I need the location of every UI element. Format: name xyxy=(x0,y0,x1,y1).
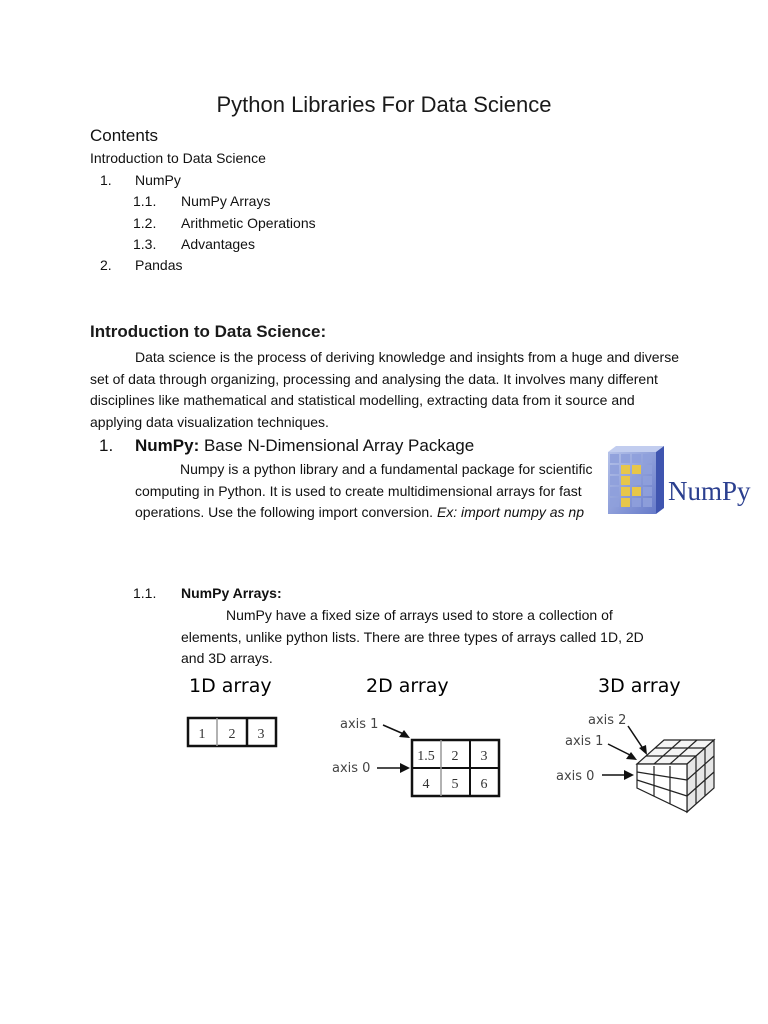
table-of-contents xyxy=(0,148,768,278)
axis-2-label: axis 2 xyxy=(588,713,627,728)
axis-2-arrow xyxy=(628,726,644,750)
intro-text: Data science is the process of deriving knowledge and insights from a huge and diverse set of data through organizing, processing and analysing the data. It involves many different disciplines like mathematical and statistical modelling, extracting data from it source and applying data visualization techniques. xyxy=(90,349,679,431)
numpy-arrays-heading: NumPy Arrays: xyxy=(181,585,282,601)
toc-number: 1. xyxy=(100,172,112,188)
toc-label: Introduction to Data Science xyxy=(90,150,266,166)
numpy-text: Numpy is a python library and a fundamental package for scientific computing in Python. It is used to create multidimensional arrays for fast operations. Use the following import conversion. xyxy=(135,461,593,520)
cell-2d: 1.5 xyxy=(417,749,435,764)
cell-1d: 2 xyxy=(228,727,236,742)
numpy-subtitle: Base N-Dimensional Array Package xyxy=(203,436,475,455)
toc-number: 1.2. xyxy=(133,215,157,231)
array-1d xyxy=(188,718,276,746)
array-figure xyxy=(180,668,740,818)
axis-1-arrow-3d xyxy=(608,744,632,756)
toc-item[interactable] xyxy=(100,255,183,276)
toc-number: 1.3. xyxy=(133,236,157,252)
arrow-icon xyxy=(399,730,410,738)
section-number: 1. xyxy=(99,436,114,455)
numpy-logo xyxy=(604,444,766,523)
axis-0-label: axis 0 xyxy=(332,761,371,776)
toc-item[interactable] xyxy=(90,148,266,169)
cell-2d: 2 xyxy=(451,749,459,764)
arrow-icon xyxy=(400,763,410,773)
subsection-number: 1.1. xyxy=(133,585,157,601)
axis-0-label-3d: axis 0 xyxy=(556,769,595,784)
toc-item[interactable] xyxy=(133,234,255,255)
cell-1d: 3 xyxy=(257,727,265,742)
toc-item[interactable] xyxy=(100,170,181,191)
numpy-heading xyxy=(135,436,474,456)
cell-2d: 6 xyxy=(480,777,488,792)
page-title: Python Libraries For Data Science xyxy=(216,92,552,117)
cell-2d: 4 xyxy=(422,777,430,792)
cell-2d: 3 xyxy=(480,749,488,764)
intro-heading: Introduction to Data Science: xyxy=(90,322,327,341)
toc-label: Arithmetic Operations xyxy=(181,215,316,231)
axis-1-label-3d: axis 1 xyxy=(565,734,604,749)
label-2d-array: 2D array xyxy=(366,675,449,697)
numpy-example: Ex: import numpy as np xyxy=(436,504,584,520)
cell-1d: 1 xyxy=(198,727,206,742)
numpy-cube-icon xyxy=(608,446,664,514)
array-2d xyxy=(332,717,499,796)
toc-number: 2. xyxy=(100,257,112,273)
numpy-paragraph xyxy=(135,459,605,524)
numpy-title: NumPy: xyxy=(135,436,200,455)
toc-item[interactable] xyxy=(133,213,316,234)
array-3d xyxy=(637,740,714,812)
toc-item[interactable] xyxy=(133,191,271,212)
numpy-logo-graphic xyxy=(604,444,766,518)
label-3d-array: 3D array xyxy=(598,675,681,697)
arrow-icon xyxy=(624,770,634,780)
label-1d-array: 1D array xyxy=(189,675,272,697)
axis-1-label: axis 1 xyxy=(340,717,379,732)
numpy-arrays-paragraph xyxy=(181,605,661,670)
arrow-icon xyxy=(639,745,647,755)
toc-label: NumPy xyxy=(135,172,181,188)
toc-label: Pandas xyxy=(135,257,183,273)
numpy-arrays-text: NumPy have a fixed size of arrays used to store a collection of elements, unlike python lists. There are three types of arrays called 1D, 2D and 3D arrays. xyxy=(181,607,644,666)
array-diagram xyxy=(180,668,740,818)
toc-number: 1.1. xyxy=(133,193,157,209)
toc-label: NumPy Arrays xyxy=(181,193,271,209)
numpy-logo-text: NumPy xyxy=(668,476,751,506)
intro-paragraph xyxy=(90,347,680,434)
cell-2d: 5 xyxy=(451,777,459,792)
toc-label: Advantages xyxy=(181,236,255,252)
contents-heading: Contents xyxy=(90,126,159,145)
